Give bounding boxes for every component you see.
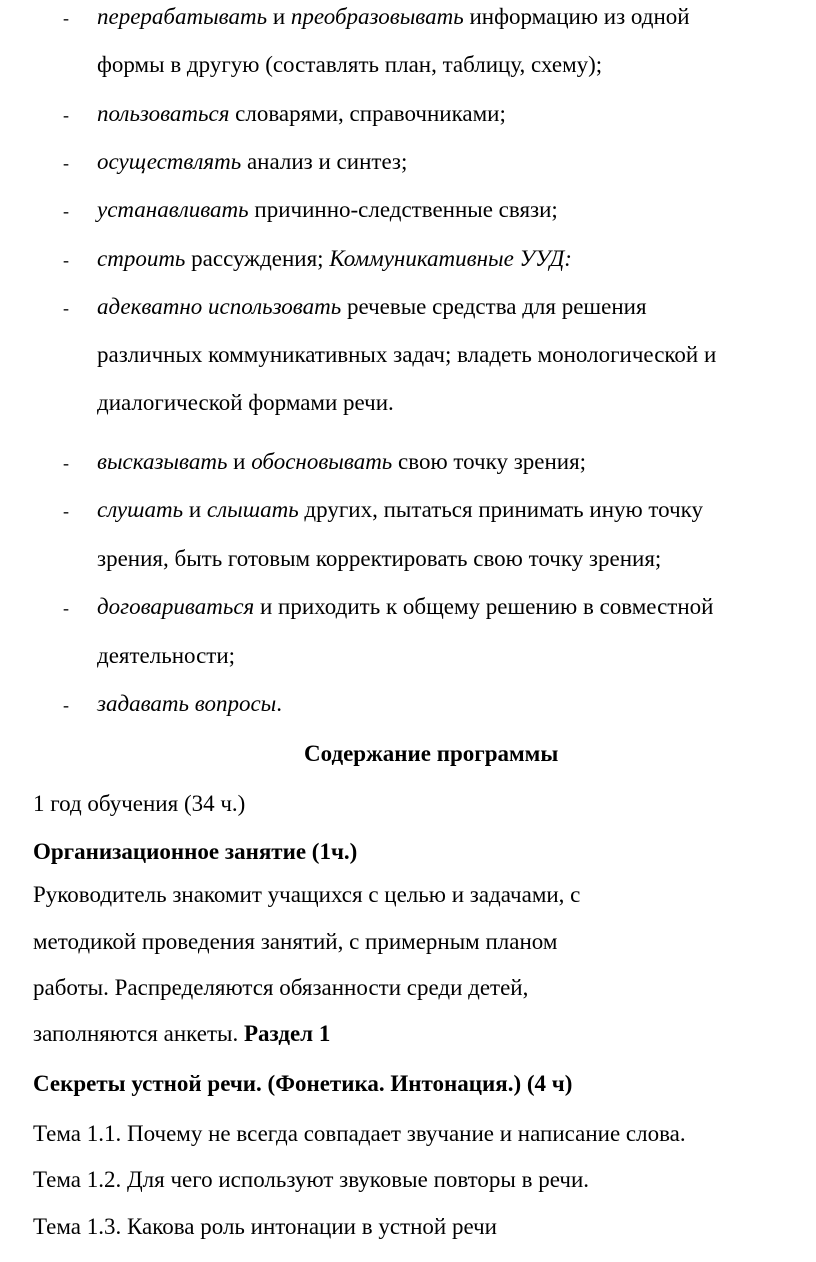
- list-item-segment: и приходить к общему решению в совместной: [254, 594, 714, 619]
- list-item-segment: слышать: [206, 497, 299, 522]
- list-item-segment: задавать вопросы: [97, 691, 277, 716]
- list-bullet-dash: -: [63, 298, 69, 318]
- list-item-segment: слушать: [97, 497, 184, 522]
- list-item-segment: других, пытаться принимать иную точку: [298, 497, 704, 522]
- list-item-line: [97, 198, 558, 221]
- section1-heading: Секреты устной речи. (Фонетика. Интонация.) (4 ч): [33, 1071, 573, 1096]
- list-bullet-dash: -: [63, 8, 69, 28]
- topic-1-3: Тема 1.3. Какова роль интонации в устной речи: [33, 1214, 497, 1239]
- list-item-line: [97, 595, 713, 618]
- list-item-line: [97, 102, 506, 125]
- list-item-segment: перерабатывать: [97, 4, 268, 29]
- list-item-line: [97, 5, 690, 28]
- list-bullet-dash: -: [63, 695, 69, 715]
- list-item-segment: деятельности;: [97, 643, 236, 668]
- list-item-line: [97, 150, 407, 173]
- list-item-line: [97, 547, 661, 570]
- list-item-segment: преобразовывать: [290, 4, 464, 29]
- list-item-line: [97, 450, 586, 473]
- list-item-line: [97, 644, 235, 667]
- list-item-segment: строить: [97, 246, 186, 271]
- list-item-segment: диалогической формами речи.: [97, 390, 394, 415]
- org-paragraph-segment: Руководитель знакомит учащихся с целью и задачами, с: [33, 882, 581, 907]
- org-paragraph-segment: заполняются анкеты.: [33, 1021, 244, 1046]
- list-item-segment: формы в другую (составлять план, таблицу, схему);: [97, 52, 603, 77]
- list-item-line: [97, 343, 716, 366]
- list-bullet-dash: -: [63, 201, 69, 221]
- list-item-segment: Коммуникативные УУД:: [329, 246, 572, 271]
- list-item-segment: различных коммуникативных задач; владеть монологической и: [97, 342, 717, 367]
- org-heading: Организационное занятие (1ч.): [33, 839, 358, 864]
- topic-1-1: Тема 1.1. Почему не всегда совпадает звучание и написание слова.: [33, 1121, 686, 1146]
- list-item-line: [97, 498, 703, 521]
- year-line: 1 год обучения (34 ч.): [33, 791, 246, 816]
- org-paragraph-line: [33, 976, 528, 999]
- list-bullet-dash: -: [63, 598, 69, 618]
- org-paragraph-segment: методикой проведения занятий, с примерным планом: [33, 929, 558, 954]
- list-bullet-dash: -: [63, 105, 69, 125]
- list-bullet-dash: -: [63, 250, 69, 270]
- list-item-segment: высказывать: [97, 449, 228, 474]
- list-item-segment: словарями, справочниками;: [229, 101, 506, 126]
- org-paragraph-line: [33, 883, 580, 906]
- list-item-segment: свою точку зрения;: [392, 449, 587, 474]
- list-item-segment: устанавливать: [97, 197, 249, 222]
- list-item-segment: причинно-следственные связи;: [248, 197, 558, 222]
- org-paragraph-line: [33, 1022, 330, 1045]
- list-item-line: [97, 692, 282, 715]
- list-bullet-dash: -: [63, 453, 69, 473]
- list-item-line: [97, 53, 602, 76]
- list-item-line: [97, 247, 572, 270]
- topic-1-2: Тема 1.2. Для чего используют звуковые повторы в речи.: [33, 1167, 589, 1192]
- list-item-line: [97, 295, 647, 318]
- list-item-line: [97, 391, 394, 414]
- list-item-segment: осуществлять: [97, 149, 242, 174]
- list-bullet-dash: -: [63, 501, 69, 521]
- list-item-segment: и: [183, 497, 207, 522]
- section-heading: Содержание программы: [304, 741, 559, 766]
- list-item-segment: .: [276, 691, 282, 716]
- list-item-segment: и: [227, 449, 252, 474]
- org-paragraph-segment: работы. Распределяются обязанности среди детей,: [33, 975, 529, 1000]
- list-item-segment: и: [267, 4, 291, 29]
- list-item-segment: речевые средства для решения: [341, 294, 647, 319]
- org-paragraph-segment: Раздел 1: [243, 1021, 331, 1046]
- list-bullet-dash: -: [63, 153, 69, 173]
- list-item-segment: информацию из одной: [463, 4, 690, 29]
- list-item-segment: зрения, быть готовым корректировать свою точку зрения;: [97, 546, 662, 571]
- org-paragraph-line: [33, 930, 557, 953]
- list-item-segment: договариваться: [97, 594, 255, 619]
- list-item-segment: обосновывать: [251, 449, 393, 474]
- list-item-segment: рассуждения;: [185, 246, 330, 271]
- list-item-segment: пользоваться: [97, 101, 230, 126]
- list-item-segment: адекватно использовать: [97, 294, 342, 319]
- list-item-segment: анализ и синтез;: [241, 149, 408, 174]
